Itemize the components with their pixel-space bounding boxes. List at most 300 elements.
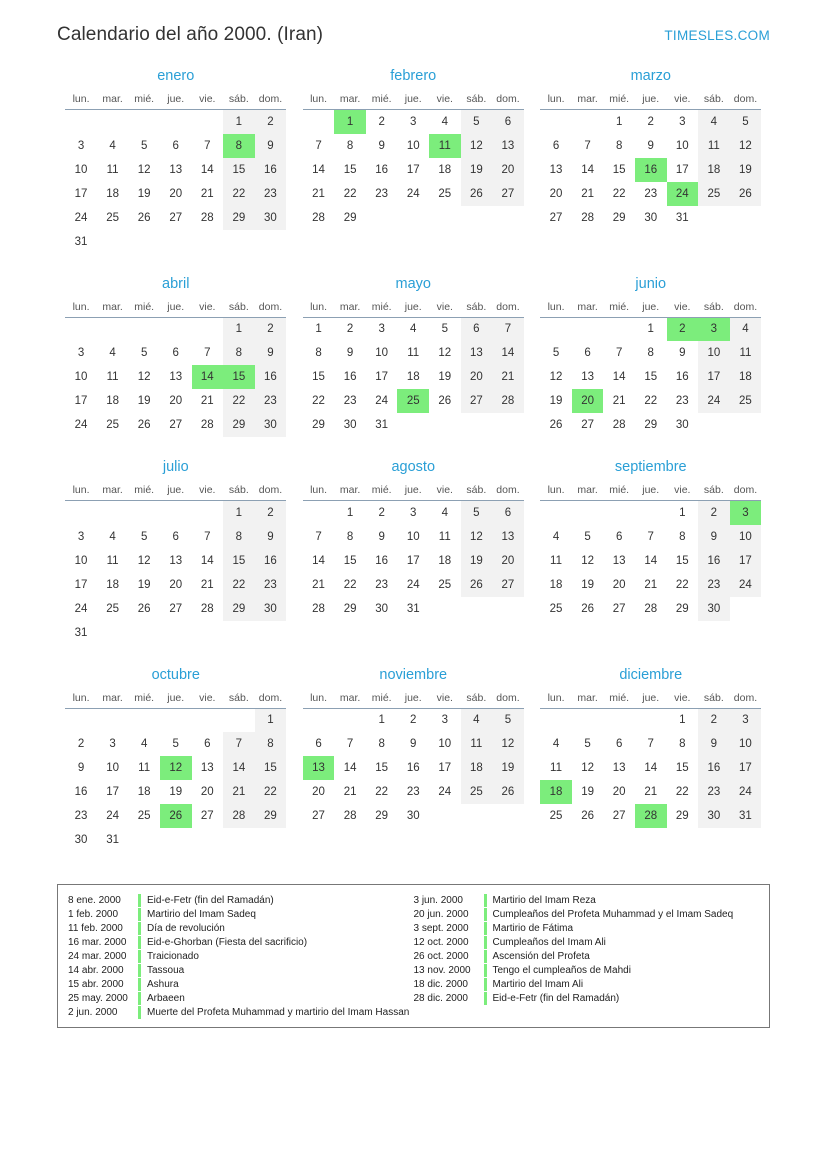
day-cell[interactable]: 15: [612, 163, 626, 176]
day-cell[interactable]: 11: [438, 530, 451, 543]
day-cell[interactable]: 11: [461, 732, 493, 756]
day-cell[interactable]: 28: [644, 602, 658, 615]
day-cell[interactable]: 31: [730, 804, 762, 828]
day-cell[interactable]: 13: [461, 341, 493, 365]
day-cell[interactable]: 31: [406, 602, 420, 615]
day-cell[interactable]: 5: [584, 738, 591, 750]
day-cell[interactable]: 29: [312, 419, 325, 431]
day-cell[interactable]: 12: [730, 134, 762, 158]
day-cell[interactable]: 22: [223, 573, 255, 597]
day-cell[interactable]: 20: [492, 158, 524, 182]
day-cell[interactable]: 22: [343, 578, 357, 591]
day-cell[interactable]: 29: [223, 413, 255, 437]
day-cell[interactable]: 4: [552, 738, 560, 750]
day-cell[interactable]: 23: [255, 573, 287, 597]
day-cell[interactable]: 27: [612, 810, 626, 822]
day-cell[interactable]: 4: [698, 110, 730, 134]
day-cell[interactable]: 22: [312, 395, 325, 407]
day-cell[interactable]: 5: [730, 110, 762, 134]
day-cell[interactable]: 31: [74, 235, 88, 248]
day-cell[interactable]: 20: [169, 187, 183, 200]
day-cell[interactable]: 24: [730, 780, 762, 804]
day-cell-holiday[interactable]: 16: [635, 158, 667, 182]
day-cell[interactable]: 27: [581, 419, 594, 431]
day-cell[interactable]: 10: [406, 530, 420, 543]
day-cell[interactable]: 20: [312, 786, 325, 798]
day-cell[interactable]: 9: [647, 139, 654, 152]
day-cell[interactable]: 15: [312, 371, 325, 383]
day-cell-holiday[interactable]: 11: [429, 134, 461, 158]
day-cell[interactable]: 6: [204, 738, 211, 750]
day-cell[interactable]: 28: [223, 804, 255, 828]
day-cell[interactable]: 11: [106, 554, 119, 567]
day-cell[interactable]: 26: [137, 602, 151, 615]
day-cell[interactable]: 23: [698, 573, 730, 597]
day-cell[interactable]: 28: [200, 211, 214, 224]
day-cell-holiday[interactable]: 1: [334, 110, 366, 134]
day-cell[interactable]: 5: [172, 738, 179, 750]
day-cell[interactable]: 3: [441, 714, 448, 727]
day-cell[interactable]: 17: [74, 578, 88, 591]
day-cell[interactable]: 23: [343, 395, 357, 407]
day-cell[interactable]: 2: [77, 738, 85, 750]
day-cell[interactable]: 1: [378, 714, 385, 727]
day-cell[interactable]: 21: [223, 780, 255, 804]
day-cell[interactable]: 19: [461, 158, 493, 182]
day-cell[interactable]: 28: [492, 389, 524, 413]
day-cell[interactable]: 19: [137, 578, 151, 591]
day-cell[interactable]: 31: [675, 211, 689, 224]
day-cell[interactable]: 20: [549, 187, 563, 200]
day-cell[interactable]: 3: [109, 738, 116, 750]
day-cell[interactable]: 2: [410, 714, 417, 727]
day-cell[interactable]: 23: [255, 182, 287, 206]
day-cell[interactable]: 23: [644, 187, 658, 200]
day-cell-holiday[interactable]: 3: [730, 501, 762, 525]
day-cell[interactable]: 25: [106, 419, 119, 431]
day-cell[interactable]: 21: [644, 786, 658, 798]
day-cell[interactable]: 18: [438, 554, 452, 567]
day-cell[interactable]: 16: [255, 549, 287, 573]
day-cell[interactable]: 2: [346, 323, 354, 336]
day-cell[interactable]: 29: [612, 211, 626, 224]
day-cell[interactable]: 28: [312, 211, 325, 224]
day-cell[interactable]: 3: [730, 708, 762, 732]
day-cell[interactable]: 10: [106, 762, 119, 774]
day-cell[interactable]: 12: [137, 554, 151, 567]
day-cell[interactable]: 29: [343, 602, 357, 615]
day-cell[interactable]: 1: [679, 506, 686, 519]
day-cell[interactable]: 6: [584, 347, 591, 359]
day-cell-holiday[interactable]: 28: [635, 804, 667, 828]
day-cell[interactable]: 20: [461, 365, 493, 389]
day-cell[interactable]: 19: [461, 549, 493, 573]
day-cell[interactable]: 30: [255, 597, 287, 621]
day-cell[interactable]: 10: [698, 341, 730, 365]
day-cell[interactable]: 29: [675, 810, 689, 822]
day-cell-holiday[interactable]: 25: [397, 389, 429, 413]
day-cell[interactable]: 22: [223, 389, 255, 413]
day-cell[interactable]: 30: [375, 602, 389, 615]
day-cell[interactable]: 17: [106, 786, 119, 798]
day-cell[interactable]: 15: [343, 163, 357, 176]
day-cell[interactable]: 13: [492, 134, 524, 158]
day-cell[interactable]: 31: [106, 834, 119, 846]
day-cell[interactable]: 23: [375, 578, 389, 591]
day-cell[interactable]: 18: [106, 395, 119, 407]
day-cell[interactable]: 6: [615, 530, 623, 543]
day-cell[interactable]: 19: [581, 578, 594, 591]
day-cell[interactable]: 3: [410, 506, 417, 519]
day-cell[interactable]: 7: [204, 139, 211, 152]
day-cell[interactable]: 4: [441, 115, 448, 128]
day-cell[interactable]: 21: [312, 578, 325, 591]
day-cell[interactable]: 14: [223, 756, 255, 780]
day-cell[interactable]: 23: [74, 810, 88, 822]
day-cell[interactable]: 20: [612, 578, 626, 591]
day-cell[interactable]: 24: [730, 573, 762, 597]
day-cell[interactable]: 24: [106, 810, 119, 822]
day-cell[interactable]: 2: [698, 708, 730, 732]
day-cell[interactable]: 11: [407, 347, 420, 359]
day-cell[interactable]: 7: [615, 347, 623, 359]
day-cell-holiday[interactable]: 14: [192, 365, 224, 389]
day-cell[interactable]: 7: [315, 139, 322, 152]
day-cell-holiday[interactable]: 12: [160, 756, 192, 780]
day-cell[interactable]: 20: [169, 578, 183, 591]
day-cell[interactable]: 30: [255, 206, 287, 230]
day-cell[interactable]: 21: [312, 187, 325, 200]
day-cell[interactable]: 3: [77, 347, 85, 359]
day-cell[interactable]: 12: [581, 554, 594, 567]
day-cell-holiday[interactable]: 2: [667, 317, 699, 341]
day-cell[interactable]: 22: [675, 786, 689, 798]
day-cell[interactable]: 26: [137, 211, 151, 224]
day-cell[interactable]: 16: [343, 371, 357, 383]
day-cell[interactable]: 9: [255, 134, 287, 158]
day-cell[interactable]: 11: [550, 762, 562, 774]
day-cell[interactable]: 15: [343, 554, 357, 567]
day-cell[interactable]: 5: [140, 347, 148, 359]
day-cell[interactable]: 21: [200, 187, 214, 200]
day-cell[interactable]: 6: [492, 110, 524, 134]
day-cell[interactable]: 3: [77, 530, 85, 543]
day-cell[interactable]: 10: [730, 525, 762, 549]
day-cell[interactable]: 11: [138, 762, 151, 774]
day-cell[interactable]: 18: [549, 578, 563, 591]
day-cell[interactable]: 17: [406, 163, 420, 176]
day-cell[interactable]: 30: [698, 597, 730, 621]
day-cell[interactable]: 25: [549, 602, 563, 615]
day-cell[interactable]: 8: [647, 347, 654, 359]
day-cell[interactable]: 8: [679, 738, 686, 750]
day-cell[interactable]: 8: [679, 530, 686, 543]
day-cell[interactable]: 17: [74, 187, 88, 200]
day-cell[interactable]: 5: [140, 139, 148, 152]
day-cell[interactable]: 4: [730, 317, 762, 341]
day-cell[interactable]: 30: [644, 211, 658, 224]
day-cell[interactable]: 8: [378, 738, 385, 750]
day-cell[interactable]: 16: [406, 762, 420, 774]
day-cell[interactable]: 28: [581, 211, 594, 224]
day-cell[interactable]: 14: [644, 762, 658, 774]
day-cell-holiday[interactable]: 18: [540, 780, 572, 804]
day-cell[interactable]: 12: [461, 525, 493, 549]
day-cell[interactable]: 24: [698, 389, 730, 413]
day-cell[interactable]: 18: [106, 578, 119, 591]
day-cell[interactable]: 5: [461, 501, 493, 525]
day-cell[interactable]: 26: [730, 182, 762, 206]
day-cell[interactable]: 19: [730, 158, 762, 182]
day-cell[interactable]: 11: [550, 554, 562, 567]
day-cell[interactable]: 9: [698, 732, 730, 756]
day-cell[interactable]: 6: [315, 738, 322, 750]
day-cell[interactable]: 28: [312, 602, 325, 615]
day-cell[interactable]: 7: [647, 530, 654, 543]
day-cell[interactable]: 28: [200, 602, 214, 615]
day-cell[interactable]: 24: [74, 211, 88, 224]
day-cell[interactable]: 15: [675, 554, 689, 567]
day-cell[interactable]: 20: [492, 549, 524, 573]
day-cell[interactable]: 29: [223, 597, 255, 621]
day-cell[interactable]: 17: [730, 756, 762, 780]
day-cell[interactable]: 19: [492, 756, 524, 780]
day-cell[interactable]: 26: [137, 419, 151, 431]
day-cell[interactable]: 18: [406, 371, 420, 383]
day-cell[interactable]: 7: [223, 732, 255, 756]
day-cell[interactable]: 26: [492, 780, 524, 804]
day-cell[interactable]: 7: [315, 530, 322, 543]
day-cell[interactable]: 29: [644, 419, 658, 431]
day-cell[interactable]: 20: [169, 395, 183, 407]
day-cell[interactable]: 11: [106, 163, 119, 176]
day-cell[interactable]: 15: [644, 371, 658, 383]
day-cell[interactable]: 7: [346, 738, 354, 750]
day-cell[interactable]: 10: [375, 347, 389, 359]
day-cell[interactable]: 3: [378, 323, 385, 336]
day-cell[interactable]: 17: [675, 163, 689, 176]
day-cell[interactable]: 17: [74, 395, 88, 407]
day-cell[interactable]: 29: [675, 602, 689, 615]
day-cell[interactable]: 27: [492, 573, 524, 597]
day-cell[interactable]: 5: [441, 323, 448, 336]
day-cell[interactable]: 23: [675, 395, 689, 407]
day-cell[interactable]: 7: [492, 317, 524, 341]
day-cell[interactable]: 13: [549, 163, 563, 176]
day-cell[interactable]: 6: [492, 501, 524, 525]
day-cell[interactable]: 13: [612, 762, 626, 774]
day-cell[interactable]: 5: [492, 708, 524, 732]
day-cell[interactable]: 19: [137, 187, 151, 200]
day-cell[interactable]: 1: [223, 501, 255, 525]
day-cell[interactable]: 28: [200, 419, 214, 431]
day-cell[interactable]: 3: [77, 139, 85, 152]
day-cell[interactable]: 16: [375, 554, 389, 567]
day-cell[interactable]: 22: [675, 578, 689, 591]
day-cell[interactable]: 9: [378, 530, 385, 543]
day-cell[interactable]: 9: [255, 341, 287, 365]
day-cell[interactable]: 13: [492, 525, 524, 549]
day-cell[interactable]: 15: [223, 549, 255, 573]
day-cell[interactable]: 19: [549, 395, 563, 407]
day-cell[interactable]: 14: [312, 554, 325, 567]
day-cell[interactable]: 5: [584, 530, 591, 543]
day-cell[interactable]: 13: [169, 163, 183, 176]
day-cell[interactable]: 2: [255, 317, 287, 341]
day-cell[interactable]: 25: [698, 182, 730, 206]
day-cell[interactable]: 4: [140, 738, 148, 750]
day-cell[interactable]: 28: [343, 810, 357, 822]
day-cell[interactable]: 23: [255, 389, 287, 413]
day-cell[interactable]: 8: [255, 732, 287, 756]
day-cell-holiday[interactable]: 24: [667, 182, 699, 206]
day-cell[interactable]: 7: [647, 738, 654, 750]
day-cell[interactable]: 6: [172, 347, 179, 359]
day-cell[interactable]: 13: [200, 762, 214, 774]
day-cell[interactable]: 10: [74, 163, 88, 176]
day-cell[interactable]: 30: [675, 419, 689, 431]
day-cell[interactable]: 12: [137, 371, 151, 383]
day-cell[interactable]: 30: [343, 419, 357, 431]
day-cell[interactable]: 4: [109, 347, 116, 359]
day-cell-holiday[interactable]: 15: [223, 365, 255, 389]
day-cell[interactable]: 16: [255, 365, 287, 389]
day-cell[interactable]: 19: [438, 371, 452, 383]
day-cell[interactable]: 24: [406, 187, 420, 200]
day-cell[interactable]: 9: [77, 762, 85, 774]
day-cell[interactable]: 9: [410, 738, 417, 750]
day-cell[interactable]: 12: [461, 134, 493, 158]
day-cell[interactable]: 21: [200, 578, 214, 591]
day-cell[interactable]: 19: [169, 786, 183, 798]
day-cell[interactable]: 12: [549, 371, 563, 383]
day-cell[interactable]: 1: [315, 323, 322, 336]
day-cell[interactable]: 21: [343, 786, 357, 798]
day-cell[interactable]: 4: [410, 323, 417, 336]
day-cell[interactable]: 3: [410, 115, 417, 128]
day-cell-holiday[interactable]: 3: [698, 317, 730, 341]
day-cell[interactable]: 11: [106, 371, 119, 383]
day-cell[interactable]: 25: [137, 810, 151, 822]
day-cell[interactable]: 24: [375, 395, 389, 407]
day-cell[interactable]: 8: [223, 341, 255, 365]
day-cell[interactable]: 27: [492, 182, 524, 206]
day-cell[interactable]: 14: [200, 163, 214, 176]
day-cell[interactable]: 14: [312, 163, 325, 176]
day-cell[interactable]: 13: [581, 371, 594, 383]
day-cell[interactable]: 8: [346, 139, 354, 152]
day-cell[interactable]: 17: [375, 371, 389, 383]
day-cell[interactable]: 27: [169, 419, 183, 431]
day-cell[interactable]: 27: [612, 602, 626, 615]
day-cell[interactable]: 10: [675, 139, 689, 152]
day-cell[interactable]: 23: [375, 187, 389, 200]
day-cell[interactable]: 19: [581, 786, 594, 798]
day-cell[interactable]: 12: [438, 347, 452, 359]
day-cell[interactable]: 9: [255, 525, 287, 549]
day-cell-holiday[interactable]: 26: [160, 804, 192, 828]
day-cell[interactable]: 9: [679, 347, 686, 359]
day-cell[interactable]: 30: [406, 810, 420, 822]
day-cell[interactable]: 26: [438, 395, 452, 407]
day-cell[interactable]: 17: [730, 549, 762, 573]
day-cell[interactable]: 10: [74, 554, 88, 567]
day-cell[interactable]: 13: [169, 554, 183, 567]
day-cell[interactable]: 26: [549, 419, 563, 431]
day-cell[interactable]: 16: [375, 163, 389, 176]
day-cell[interactable]: 10: [730, 732, 762, 756]
day-cell[interactable]: 18: [137, 786, 151, 798]
day-cell[interactable]: 15: [375, 762, 389, 774]
day-cell[interactable]: 16: [698, 549, 730, 573]
day-cell[interactable]: 11: [698, 134, 730, 158]
day-cell[interactable]: 10: [406, 139, 420, 152]
day-cell[interactable]: 25: [549, 810, 563, 822]
day-cell[interactable]: 25: [106, 211, 119, 224]
day-cell[interactable]: 2: [255, 501, 287, 525]
day-cell[interactable]: 14: [612, 371, 626, 383]
day-cell[interactable]: 26: [461, 573, 493, 597]
day-cell[interactable]: 17: [438, 762, 452, 774]
day-cell[interactable]: 4: [552, 530, 560, 543]
day-cell[interactable]: 23: [406, 786, 420, 798]
day-cell[interactable]: 4: [109, 139, 116, 152]
day-cell[interactable]: 21: [612, 395, 626, 407]
day-cell[interactable]: 2: [698, 501, 730, 525]
day-cell[interactable]: 21: [581, 187, 594, 200]
day-cell[interactable]: 25: [730, 389, 762, 413]
day-cell[interactable]: 22: [343, 187, 357, 200]
day-cell[interactable]: 9: [346, 347, 354, 359]
day-cell[interactable]: 20: [200, 786, 214, 798]
day-cell[interactable]: 25: [438, 187, 452, 200]
day-cell[interactable]: 6: [552, 139, 560, 152]
day-cell[interactable]: 24: [74, 419, 88, 431]
day-cell[interactable]: 1: [647, 323, 654, 336]
day-cell-holiday[interactable]: 20: [572, 389, 604, 413]
day-cell[interactable]: 6: [172, 530, 179, 543]
day-cell[interactable]: 25: [461, 780, 493, 804]
day-cell[interactable]: 6: [615, 738, 623, 750]
day-cell[interactable]: 25: [106, 602, 119, 615]
day-cell[interactable]: 22: [612, 187, 626, 200]
day-cell[interactable]: 2: [378, 115, 385, 128]
day-cell[interactable]: 5: [461, 110, 493, 134]
day-cell[interactable]: 18: [438, 163, 452, 176]
day-cell[interactable]: 26: [581, 810, 594, 822]
day-cell[interactable]: 27: [200, 810, 214, 822]
day-cell[interactable]: 19: [137, 395, 151, 407]
day-cell[interactable]: 22: [223, 182, 255, 206]
day-cell[interactable]: 27: [169, 602, 183, 615]
day-cell[interactable]: 14: [200, 554, 214, 567]
day-cell[interactable]: 15: [675, 762, 689, 774]
day-cell-holiday[interactable]: 13: [303, 756, 335, 780]
day-cell[interactable]: 16: [255, 158, 287, 182]
day-cell[interactable]: 28: [612, 419, 626, 431]
day-cell[interactable]: 7: [204, 347, 211, 359]
day-cell[interactable]: 4: [441, 506, 448, 519]
day-cell[interactable]: 17: [698, 365, 730, 389]
day-cell[interactable]: 10: [438, 738, 452, 750]
day-cell[interactable]: 5: [552, 347, 560, 359]
day-cell[interactable]: 1: [615, 115, 623, 128]
day-cell[interactable]: 15: [223, 158, 255, 182]
day-cell[interactable]: 1: [679, 714, 686, 727]
day-cell[interactable]: 14: [581, 163, 594, 176]
day-cell[interactable]: 18: [698, 158, 730, 182]
day-cell[interactable]: 27: [461, 389, 493, 413]
